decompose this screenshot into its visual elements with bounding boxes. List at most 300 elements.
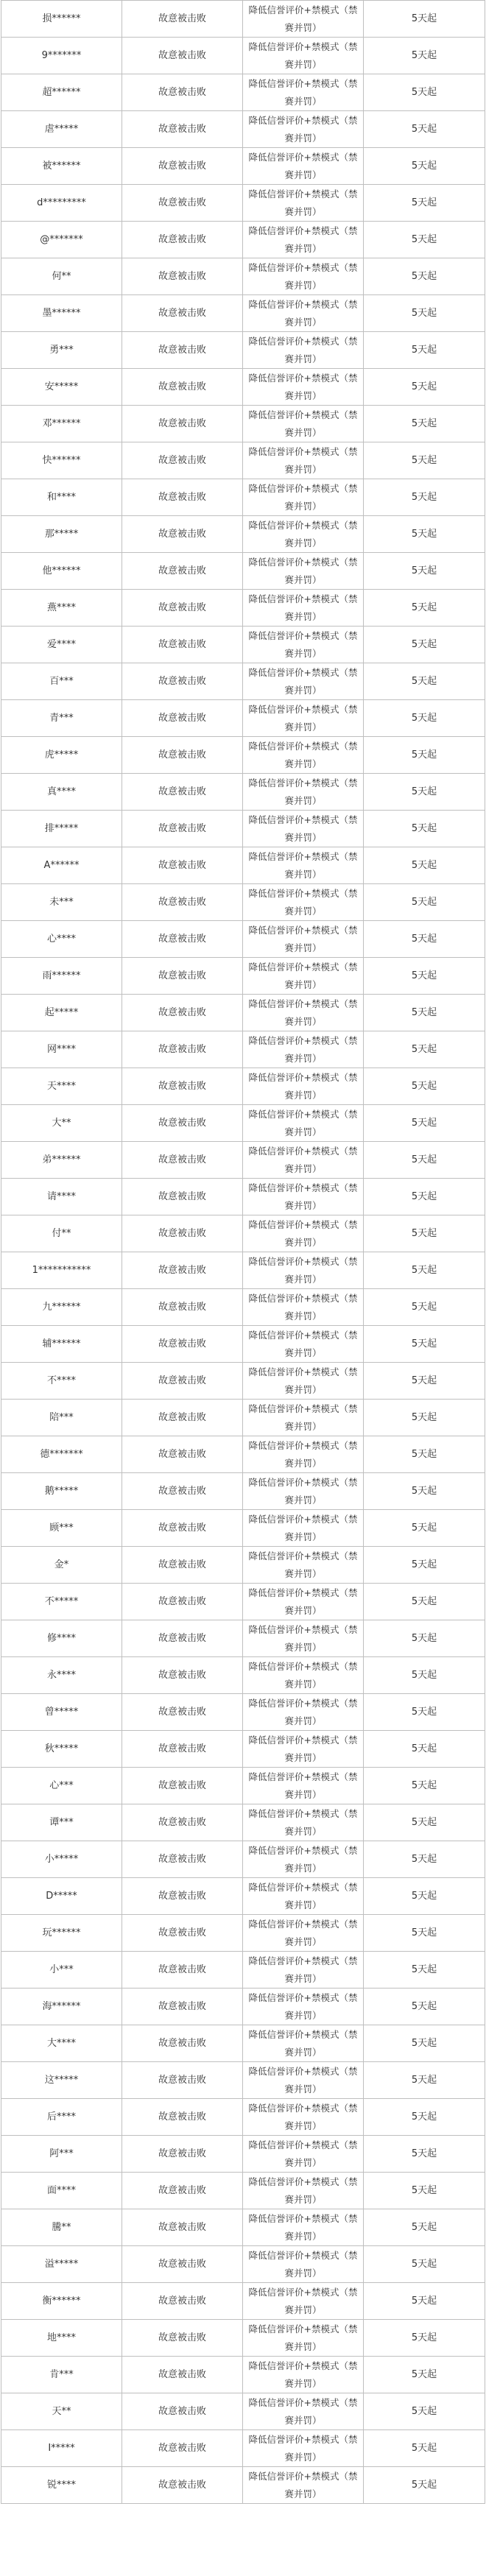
penalty-cell: 降低信誉评价+禁模式（禁赛并罚）	[243, 1436, 364, 1473]
violation-reason-cell: 故意被击败	[122, 1841, 243, 1878]
violation-reason-cell: 故意被击败	[122, 2320, 243, 2357]
duration-cell: 5天起	[364, 1363, 485, 1400]
violation-reason-cell: 故意被击败	[122, 737, 243, 774]
duration-cell: 5天起	[364, 958, 485, 995]
penalty-cell: 降低信誉评价+禁模式（禁赛并罚）	[243, 1620, 364, 1657]
player-name-cell: 谭***	[1, 1804, 122, 1841]
duration-cell: 5天起	[364, 1657, 485, 1694]
player-name-cell: 被******	[1, 148, 122, 185]
player-name-cell: 燕****	[1, 590, 122, 627]
violation-reason-cell: 故意被击败	[122, 1436, 243, 1473]
duration-cell: 5天起	[364, 663, 485, 700]
player-name-cell: 金*	[1, 1547, 122, 1584]
player-name-cell: 损******	[1, 1, 122, 38]
penalty-cell: 降低信誉评价+禁模式（禁赛并罚）	[243, 185, 364, 222]
table-row	[1, 774, 485, 811]
duration-cell: 5天起	[364, 2246, 485, 2283]
duration-cell: 5天起	[364, 995, 485, 1031]
penalty-cell: 降低信誉评价+禁模式（禁赛并罚）	[243, 2062, 364, 2099]
table-row	[1, 1694, 485, 1731]
table-row	[1, 1473, 485, 1510]
penalty-table-body	[1, 1, 485, 2504]
penalty-cell: 降低信誉评价+禁模式（禁赛并罚）	[243, 884, 364, 921]
penalty-cell: 降低信誉评价+禁模式（禁赛并罚）	[243, 700, 364, 737]
violation-reason-cell: 故意被击败	[122, 995, 243, 1031]
duration-cell: 5天起	[364, 222, 485, 258]
table-row	[1, 1326, 485, 1363]
table-row	[1, 663, 485, 700]
violation-reason-cell: 故意被击败	[122, 1068, 243, 1105]
table-row	[1, 258, 485, 295]
duration-cell: 5天起	[364, 700, 485, 737]
player-name-cell: 雨******	[1, 958, 122, 995]
table-row	[1, 1878, 485, 1915]
table-row	[1, 921, 485, 958]
player-name-cell: 小*****	[1, 1841, 122, 1878]
duration-cell: 5天起	[364, 185, 485, 222]
player-name-cell: 地****	[1, 2320, 122, 2357]
duration-cell: 5天起	[364, 1989, 485, 2025]
duration-cell: 5天起	[364, 369, 485, 406]
penalty-cell: 降低信誉评价+禁模式（禁赛并罚）	[243, 1105, 364, 1142]
penalty-cell: 降低信誉评价+禁模式（禁赛并罚）	[243, 2173, 364, 2209]
duration-cell: 5天起	[364, 1326, 485, 1363]
duration-cell: 5天起	[364, 627, 485, 663]
violation-reason-cell: 故意被击败	[122, 442, 243, 479]
player-name-cell: 请****	[1, 1179, 122, 1215]
penalty-cell: 降低信誉评价+禁模式（禁赛并罚）	[243, 2136, 364, 2173]
player-name-cell: 这*****	[1, 2062, 122, 2099]
table-row	[1, 847, 485, 884]
penalty-cell: 降低信誉评价+禁模式（禁赛并罚）	[243, 2357, 364, 2393]
duration-cell: 5天起	[364, 2467, 485, 2504]
player-name-cell: 騰**	[1, 2209, 122, 2246]
player-name-cell: 墨******	[1, 295, 122, 332]
duration-cell: 5天起	[364, 442, 485, 479]
duration-cell: 5天起	[364, 1841, 485, 1878]
player-name-cell: 起*****	[1, 995, 122, 1031]
violation-reason-cell: 故意被击败	[122, 1510, 243, 1547]
table-row	[1, 516, 485, 553]
penalty-cell: 降低信誉评价+禁模式（禁赛并罚）	[243, 1657, 364, 1694]
player-name-cell: 付**	[1, 1215, 122, 1252]
penalty-cell: 降低信誉评价+禁模式（禁赛并罚）	[243, 1179, 364, 1215]
table-row	[1, 884, 485, 921]
player-name-cell: 溢*****	[1, 2246, 122, 2283]
table-row	[1, 2025, 485, 2062]
duration-cell: 5天起	[364, 1768, 485, 1804]
penalty-cell: 降低信誉评价+禁模式（禁赛并罚）	[243, 1547, 364, 1584]
violation-reason-cell: 故意被击败	[122, 222, 243, 258]
duration-cell: 5天起	[364, 1289, 485, 1326]
violation-reason-cell: 故意被击败	[122, 1, 243, 38]
duration-cell: 5天起	[364, 1952, 485, 1989]
table-row	[1, 1400, 485, 1436]
table-row	[1, 1, 485, 38]
violation-reason-cell: 故意被击败	[122, 2430, 243, 2467]
penalty-cell: 降低信誉评价+禁模式（禁赛并罚）	[243, 1694, 364, 1731]
table-row	[1, 1068, 485, 1105]
duration-cell: 5天起	[364, 479, 485, 516]
penalty-table	[1, 0, 485, 2504]
player-name-cell: 海******	[1, 1989, 122, 2025]
penalty-cell: 降低信誉评价+禁模式（禁赛并罚）	[243, 2099, 364, 2136]
player-name-cell: 9*******	[1, 38, 122, 74]
violation-reason-cell: 故意被击败	[122, 369, 243, 406]
player-name-cell: 勇***	[1, 332, 122, 369]
table-row	[1, 1289, 485, 1326]
player-name-cell: 阿***	[1, 2136, 122, 2173]
duration-cell: 5天起	[364, 921, 485, 958]
penalty-cell: 降低信誉评价+禁模式（禁赛并罚）	[243, 1731, 364, 1768]
duration-cell: 5天起	[364, 884, 485, 921]
table-row	[1, 2320, 485, 2357]
penalty-cell: 降低信誉评价+禁模式（禁赛并罚）	[243, 2467, 364, 2504]
penalty-cell: 降低信誉评价+禁模式（禁赛并罚）	[243, 442, 364, 479]
penalty-cell: 降低信誉评价+禁模式（禁赛并罚）	[243, 737, 364, 774]
table-row	[1, 1768, 485, 1804]
violation-reason-cell: 故意被击败	[122, 1473, 243, 1510]
violation-reason-cell: 故意被击败	[122, 2136, 243, 2173]
player-name-cell: 天****	[1, 1068, 122, 1105]
table-row	[1, 2136, 485, 2173]
table-row	[1, 1363, 485, 1400]
duration-cell: 5天起	[364, 1804, 485, 1841]
player-name-cell: 排*****	[1, 811, 122, 847]
violation-reason-cell: 故意被击败	[122, 884, 243, 921]
player-name-cell: 后****	[1, 2099, 122, 2136]
penalty-cell: 降低信誉评价+禁模式（禁赛并罚）	[243, 516, 364, 553]
violation-reason-cell: 故意被击败	[122, 1326, 243, 1363]
violation-reason-cell: 故意被击败	[122, 2393, 243, 2430]
penalty-cell: 降低信誉评价+禁模式（禁赛并罚）	[243, 2430, 364, 2467]
penalty-cell: 降低信誉评价+禁模式（禁赛并罚）	[243, 1989, 364, 2025]
duration-cell: 5天起	[364, 516, 485, 553]
penalty-cell: 降低信誉评价+禁模式（禁赛并罚）	[243, 958, 364, 995]
table-row	[1, 1915, 485, 1952]
duration-cell: 5天起	[364, 1584, 485, 1620]
player-name-cell: 大**	[1, 1105, 122, 1142]
table-row	[1, 1031, 485, 1068]
penalty-cell: 降低信誉评价+禁模式（禁赛并罚）	[243, 663, 364, 700]
violation-reason-cell: 故意被击败	[122, 1915, 243, 1952]
player-name-cell: 面****	[1, 2173, 122, 2209]
duration-cell: 5天起	[364, 2136, 485, 2173]
violation-reason-cell: 故意被击败	[122, 1400, 243, 1436]
penalty-cell: 降低信誉评价+禁模式（禁赛并罚）	[243, 111, 364, 148]
penalty-cell: 降低信誉评价+禁模式（禁赛并罚）	[243, 2283, 364, 2320]
violation-reason-cell: 故意被击败	[122, 1989, 243, 2025]
duration-cell: 5天起	[364, 295, 485, 332]
violation-reason-cell: 故意被击败	[122, 700, 243, 737]
table-row	[1, 1252, 485, 1289]
table-row	[1, 2357, 485, 2393]
duration-cell: 5天起	[364, 1620, 485, 1657]
violation-reason-cell: 故意被击败	[122, 1584, 243, 1620]
violation-reason-cell: 故意被击败	[122, 627, 243, 663]
violation-reason-cell: 故意被击败	[122, 2357, 243, 2393]
player-name-cell: 鹅*****	[1, 1473, 122, 1510]
table-row	[1, 479, 485, 516]
duration-cell: 5天起	[364, 553, 485, 590]
player-name-cell: 安*****	[1, 369, 122, 406]
violation-reason-cell: 故意被击败	[122, 1731, 243, 1768]
penalty-cell: 降低信誉评价+禁模式（禁赛并罚）	[243, 2320, 364, 2357]
duration-cell: 5天起	[364, 1694, 485, 1731]
player-name-cell: 不*****	[1, 1584, 122, 1620]
violation-reason-cell: 故意被击败	[122, 2025, 243, 2062]
player-name-cell: 德*******	[1, 1436, 122, 1473]
violation-reason-cell: 故意被击败	[122, 958, 243, 995]
penalty-cell: 降低信誉评价+禁模式（禁赛并罚）	[243, 2025, 364, 2062]
table-row	[1, 1215, 485, 1252]
violation-reason-cell: 故意被击败	[122, 1620, 243, 1657]
player-name-cell: 大****	[1, 2025, 122, 2062]
penalty-cell: 降低信誉评价+禁模式（禁赛并罚）	[243, 74, 364, 111]
duration-cell: 5天起	[364, 406, 485, 442]
player-name-cell: 快******	[1, 442, 122, 479]
penalty-cell: 降低信誉评价+禁模式（禁赛并罚）	[243, 295, 364, 332]
player-name-cell: 肯***	[1, 2357, 122, 2393]
table-row	[1, 38, 485, 74]
penalty-cell: 降低信誉评价+禁模式（禁赛并罚）	[243, 2246, 364, 2283]
player-name-cell: 陪***	[1, 1400, 122, 1436]
violation-reason-cell: 故意被击败	[122, 74, 243, 111]
penalty-cell: 降低信誉评价+禁模式（禁赛并罚）	[243, 222, 364, 258]
penalty-cell: 降低信誉评价+禁模式（禁赛并罚）	[243, 1768, 364, 1804]
penalty-cell: 降低信誉评价+禁模式（禁赛并罚）	[243, 1473, 364, 1510]
duration-cell: 5天起	[364, 847, 485, 884]
duration-cell: 5天起	[364, 2099, 485, 2136]
player-name-cell: 他******	[1, 553, 122, 590]
table-row	[1, 1804, 485, 1841]
violation-reason-cell: 故意被击败	[122, 1105, 243, 1142]
duration-cell: 5天起	[364, 2062, 485, 2099]
duration-cell: 5天起	[364, 590, 485, 627]
player-name-cell: 心****	[1, 921, 122, 958]
player-name-cell: 爱****	[1, 627, 122, 663]
player-name-cell: 虎*****	[1, 737, 122, 774]
player-name-cell: 虐*****	[1, 111, 122, 148]
player-name-cell: 永****	[1, 1657, 122, 1694]
violation-reason-cell: 故意被击败	[122, 1289, 243, 1326]
penalty-cell: 降低信誉评价+禁模式（禁赛并罚）	[243, 1, 364, 38]
table-row	[1, 1657, 485, 1694]
player-name-cell: 网****	[1, 1031, 122, 1068]
penalty-cell: 降低信誉评价+禁模式（禁赛并罚）	[243, 1326, 364, 1363]
violation-reason-cell: 故意被击败	[122, 1804, 243, 1841]
table-row	[1, 442, 485, 479]
table-row	[1, 295, 485, 332]
player-name-cell: 顾***	[1, 1510, 122, 1547]
player-name-cell: 百***	[1, 663, 122, 700]
violation-reason-cell: 故意被击败	[122, 516, 243, 553]
violation-reason-cell: 故意被击败	[122, 847, 243, 884]
duration-cell: 5天起	[364, 1215, 485, 1252]
player-name-cell: 青***	[1, 700, 122, 737]
duration-cell: 5天起	[364, 1031, 485, 1068]
violation-reason-cell: 故意被击败	[122, 406, 243, 442]
penalty-cell: 降低信誉评价+禁模式（禁赛并罚）	[243, 1142, 364, 1179]
violation-reason-cell: 故意被击败	[122, 1547, 243, 1584]
violation-reason-cell: 故意被击败	[122, 590, 243, 627]
player-name-cell: 真****	[1, 774, 122, 811]
player-name-cell: d*********	[1, 185, 122, 222]
duration-cell: 5天起	[364, 811, 485, 847]
player-name-cell: 辅******	[1, 1326, 122, 1363]
penalty-cell: 降低信誉评价+禁模式（禁赛并罚）	[243, 1841, 364, 1878]
violation-reason-cell: 故意被击败	[122, 553, 243, 590]
penalty-cell: 降低信誉评价+禁模式（禁赛并罚）	[243, 590, 364, 627]
duration-cell: 5天起	[364, 1731, 485, 1768]
player-name-cell: A******	[1, 847, 122, 884]
player-name-cell: 天**	[1, 2393, 122, 2430]
table-row	[1, 369, 485, 406]
player-name-cell: 玩******	[1, 1915, 122, 1952]
penalty-cell: 降低信誉评价+禁模式（禁赛并罚）	[243, 1215, 364, 1252]
duration-cell: 5天起	[364, 74, 485, 111]
violation-reason-cell: 故意被击败	[122, 2246, 243, 2283]
duration-cell: 5天起	[364, 2025, 485, 2062]
penalty-cell: 降低信誉评价+禁模式（禁赛并罚）	[243, 38, 364, 74]
table-row	[1, 1989, 485, 2025]
table-row	[1, 1510, 485, 1547]
duration-cell: 5天起	[364, 111, 485, 148]
duration-cell: 5天起	[364, 1252, 485, 1289]
penalty-cell: 降低信誉评价+禁模式（禁赛并罚）	[243, 2393, 364, 2430]
table-row	[1, 958, 485, 995]
player-name-cell: 未***	[1, 884, 122, 921]
penalty-cell: 降低信誉评价+禁模式（禁赛并罚）	[243, 2209, 364, 2246]
penalty-cell: 降低信誉评价+禁模式（禁赛并罚）	[243, 627, 364, 663]
violation-reason-cell: 故意被击败	[122, 1363, 243, 1400]
table-row	[1, 1841, 485, 1878]
duration-cell: 5天起	[364, 737, 485, 774]
table-row	[1, 111, 485, 148]
violation-reason-cell: 故意被击败	[122, 2062, 243, 2099]
duration-cell: 5天起	[364, 1510, 485, 1547]
table-row	[1, 553, 485, 590]
table-row	[1, 737, 485, 774]
violation-reason-cell: 故意被击败	[122, 1952, 243, 1989]
penalty-cell: 降低信誉评价+禁模式（禁赛并罚）	[243, 553, 364, 590]
violation-reason-cell: 故意被击败	[122, 774, 243, 811]
penalty-cell: 降低信誉评价+禁模式（禁赛并罚）	[243, 1068, 364, 1105]
player-name-cell: 锐****	[1, 2467, 122, 2504]
penalty-cell: 降低信誉评价+禁模式（禁赛并罚）	[243, 774, 364, 811]
violation-reason-cell: 故意被击败	[122, 921, 243, 958]
table-row	[1, 995, 485, 1031]
violation-reason-cell: 故意被击败	[122, 663, 243, 700]
player-name-cell: 1***********	[1, 1252, 122, 1289]
table-row	[1, 2246, 485, 2283]
violation-reason-cell: 故意被击败	[122, 479, 243, 516]
table-row	[1, 1952, 485, 1989]
player-name-cell: 衡******	[1, 2283, 122, 2320]
penalty-cell: 降低信誉评价+禁模式（禁赛并罚）	[243, 406, 364, 442]
penalty-cell: 降低信誉评价+禁模式（禁赛并罚）	[243, 1252, 364, 1289]
table-row	[1, 1105, 485, 1142]
table-row	[1, 700, 485, 737]
penalty-cell: 降低信誉评价+禁模式（禁赛并罚）	[243, 369, 364, 406]
table-row	[1, 185, 485, 222]
violation-reason-cell: 故意被击败	[122, 1694, 243, 1731]
penalty-cell: 降低信誉评价+禁模式（禁赛并罚）	[243, 1804, 364, 1841]
table-row	[1, 406, 485, 442]
penalty-cell: 降低信誉评价+禁模式（禁赛并罚）	[243, 148, 364, 185]
penalty-cell: 降低信誉评价+禁模式（禁赛并罚）	[243, 1584, 364, 1620]
player-name-cell: 和****	[1, 479, 122, 516]
duration-cell: 5天起	[364, 2320, 485, 2357]
duration-cell: 5天起	[364, 2357, 485, 2393]
table-row	[1, 74, 485, 111]
penalty-cell: 降低信誉评价+禁模式（禁赛并罚）	[243, 1363, 364, 1400]
table-row	[1, 2283, 485, 2320]
penalty-cell: 降低信誉评价+禁模式（禁赛并罚）	[243, 479, 364, 516]
table-row	[1, 1142, 485, 1179]
violation-reason-cell: 故意被击败	[122, 148, 243, 185]
duration-cell: 5天起	[364, 332, 485, 369]
duration-cell: 5天起	[364, 2283, 485, 2320]
penalty-cell: 降低信誉评价+禁模式（禁赛并罚）	[243, 332, 364, 369]
duration-cell: 5天起	[364, 2430, 485, 2467]
table-row	[1, 590, 485, 627]
violation-reason-cell: 故意被击败	[122, 2209, 243, 2246]
penalty-cell: 降低信誉评价+禁模式（禁赛并罚）	[243, 1289, 364, 1326]
table-row	[1, 2467, 485, 2504]
penalty-cell: 降低信誉评价+禁模式（禁赛并罚）	[243, 1510, 364, 1547]
player-name-cell: @*******	[1, 222, 122, 258]
table-row	[1, 1547, 485, 1584]
violation-reason-cell: 故意被击败	[122, 1768, 243, 1804]
duration-cell: 5天起	[364, 1068, 485, 1105]
player-name-cell: 小***	[1, 1952, 122, 1989]
table-row	[1, 2209, 485, 2246]
violation-reason-cell: 故意被击败	[122, 258, 243, 295]
duration-cell: 5天起	[364, 1473, 485, 1510]
duration-cell: 5天起	[364, 258, 485, 295]
violation-reason-cell: 故意被击败	[122, 38, 243, 74]
table-row	[1, 1584, 485, 1620]
duration-cell: 5天起	[364, 1, 485, 38]
duration-cell: 5天起	[364, 2173, 485, 2209]
penalty-cell: 降低信誉评价+禁模式（禁赛并罚）	[243, 847, 364, 884]
player-name-cell: 秋*****	[1, 1731, 122, 1768]
duration-cell: 5天起	[364, 1142, 485, 1179]
violation-reason-cell: 故意被击败	[122, 295, 243, 332]
player-name-cell: 九******	[1, 1289, 122, 1326]
table-row	[1, 627, 485, 663]
table-row	[1, 1731, 485, 1768]
duration-cell: 5天起	[364, 1915, 485, 1952]
penalty-cell: 降低信誉评价+禁模式（禁赛并罚）	[243, 1952, 364, 1989]
violation-reason-cell: 故意被击败	[122, 1142, 243, 1179]
table-row	[1, 1620, 485, 1657]
player-name-cell: 不****	[1, 1363, 122, 1400]
duration-cell: 5天起	[364, 1547, 485, 1584]
player-name-cell: 曾*****	[1, 1694, 122, 1731]
violation-reason-cell: 故意被击败	[122, 1179, 243, 1215]
duration-cell: 5天起	[364, 1105, 485, 1142]
duration-cell: 5天起	[364, 774, 485, 811]
table-row	[1, 2062, 485, 2099]
penalty-cell: 降低信誉评价+禁模式（禁赛并罚）	[243, 995, 364, 1031]
player-name-cell: I*****	[1, 2430, 122, 2467]
penalty-cell: 降低信誉评价+禁模式（禁赛并罚）	[243, 1878, 364, 1915]
player-name-cell: 何**	[1, 258, 122, 295]
duration-cell: 5天起	[364, 2393, 485, 2430]
table-row	[1, 2099, 485, 2136]
